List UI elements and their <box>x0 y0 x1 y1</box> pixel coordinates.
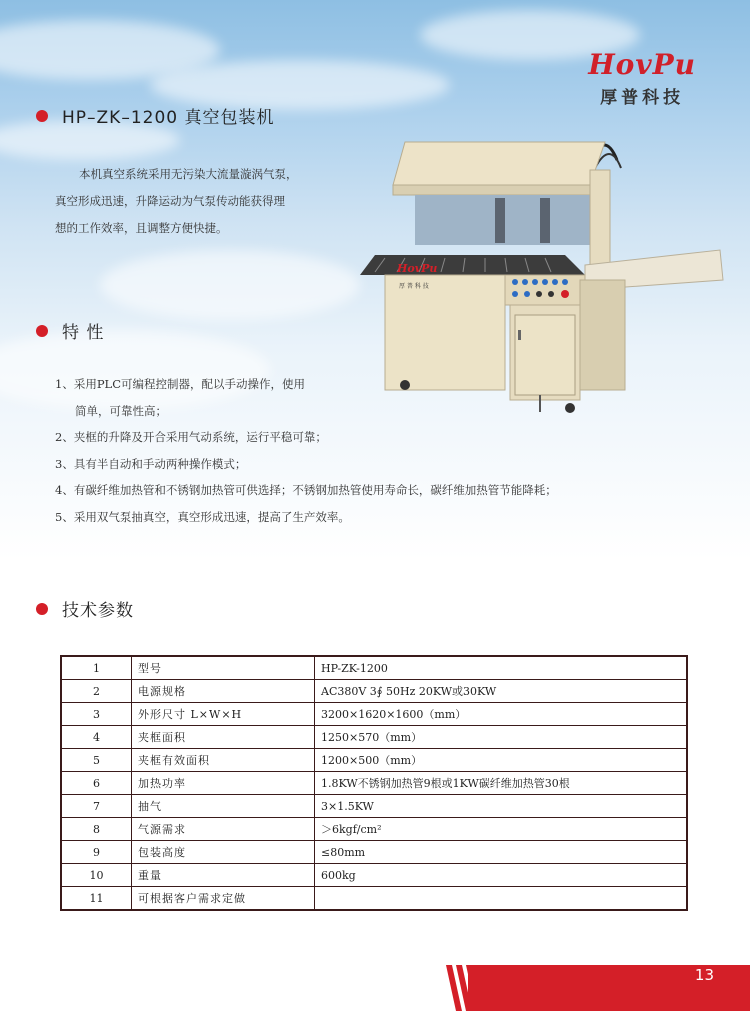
spec-row <box>61 887 687 911</box>
spec-index: 6 <box>61 772 132 795</box>
spec-index: 11 <box>61 887 132 911</box>
spec-row <box>61 749 687 772</box>
spec-row <box>61 795 687 818</box>
spec-value: 1250×570（mm） <box>315 726 688 749</box>
spec-table <box>60 655 688 911</box>
spec-key: 夹框有效面积 <box>132 749 315 772</box>
spec-value: HP-ZK-1200 <box>315 656 688 680</box>
spec-row <box>61 726 687 749</box>
spec-key: 重量 <box>132 864 315 887</box>
spec-value: 1.8KW不锈钢加热管9根或1KW碳纤维加热管30根 <box>315 772 688 795</box>
spec-index: 10 <box>61 864 132 887</box>
spec-key: 包装高度 <box>132 841 315 864</box>
product-intro <box>55 161 355 242</box>
spec-row <box>61 656 687 680</box>
feature-item: 简单，可靠性高； <box>75 403 167 418</box>
spec-value <box>315 887 688 911</box>
red-bullet-icon <box>36 325 48 337</box>
spec-key: 电源规格 <box>132 680 315 703</box>
machine-panel-cn: 厚 普 科 技 <box>399 283 429 290</box>
spec-value: AC380V 3∮ 50Hz 20KW或30KW <box>315 680 688 703</box>
logo-chinese-name: 厚普科技 <box>600 88 685 108</box>
company-logo <box>588 48 696 108</box>
specs-heading <box>36 596 134 621</box>
intro-line: 本机真空系统采用无污染大流量漩涡气泵， <box>79 167 298 181</box>
spec-row <box>61 818 687 841</box>
spec-key: 气源需求 <box>132 818 315 841</box>
machine-panel-brand: HovPu <box>397 262 438 275</box>
spec-index: 2 <box>61 680 132 703</box>
spec-index: 4 <box>61 726 132 749</box>
spec-row <box>61 841 687 864</box>
logo-wordmark: HovPu <box>588 48 696 81</box>
spec-key: 抽气 <box>132 795 315 818</box>
spec-value: ＞6kgf/cm² <box>315 818 688 841</box>
vacuum-packaging-machine-image <box>355 130 730 420</box>
red-bullet-icon <box>36 603 48 615</box>
spec-value: ≤80mm <box>315 841 688 864</box>
spec-index: 8 <box>61 818 132 841</box>
spec-index: 1 <box>61 656 132 680</box>
spec-key: 可根据客户需求定做 <box>132 887 315 911</box>
spec-key: 外形尺寸 L×W×H <box>132 703 315 726</box>
spec-key: 型号 <box>132 656 315 680</box>
red-bullet-icon <box>36 110 48 122</box>
spec-row <box>61 772 687 795</box>
spec-value: 600kg <box>315 864 688 887</box>
spec-row <box>61 864 687 887</box>
spec-key: 加热功率 <box>132 772 315 795</box>
product-title: HP–ZK–1200 真空包装机 <box>62 108 275 128</box>
feature-item: 2、夹框的升降及开合采用气动系统，运行平稳可靠； <box>55 430 327 444</box>
spec-row <box>61 680 687 703</box>
spec-value: 3×1.5KW <box>315 795 688 818</box>
product-heading <box>36 103 275 128</box>
spec-index: 3 <box>61 703 132 726</box>
spec-row <box>61 703 687 726</box>
feature-item: 1、采用PLC可编程控制器，配以手动操作，使用 <box>55 377 305 391</box>
features-heading <box>36 318 104 343</box>
feature-item: 5、采用双气泵抽真空，真空形成迅速，提高了生产效率。 <box>55 509 350 524</box>
feature-item: 3、具有半自动和手动两种操作模式； <box>55 456 247 471</box>
intro-line: 真空形成迅速，升降运动为气泵传动能获得理 <box>55 194 285 208</box>
spec-index: 5 <box>61 749 132 772</box>
spec-value: 3200×1620×1600（mm） <box>315 703 688 726</box>
page-number: 13 <box>694 966 714 984</box>
spec-index: 9 <box>61 841 132 864</box>
spec-value: 1200×500（mm） <box>315 749 688 772</box>
spec-key: 夹框面积 <box>132 726 315 749</box>
spec-index: 7 <box>61 795 132 818</box>
features-title: 特 性 <box>62 323 105 343</box>
feature-item: 4、有碳纤维加热管和不锈钢加热管可供选择；不锈钢加热管使用寿命长，碳纤维加热管节能降耗； <box>55 483 557 497</box>
specs-title: 技术参数 <box>62 601 134 621</box>
intro-line: 想的工作效率，且调整方便快捷。 <box>55 221 228 235</box>
